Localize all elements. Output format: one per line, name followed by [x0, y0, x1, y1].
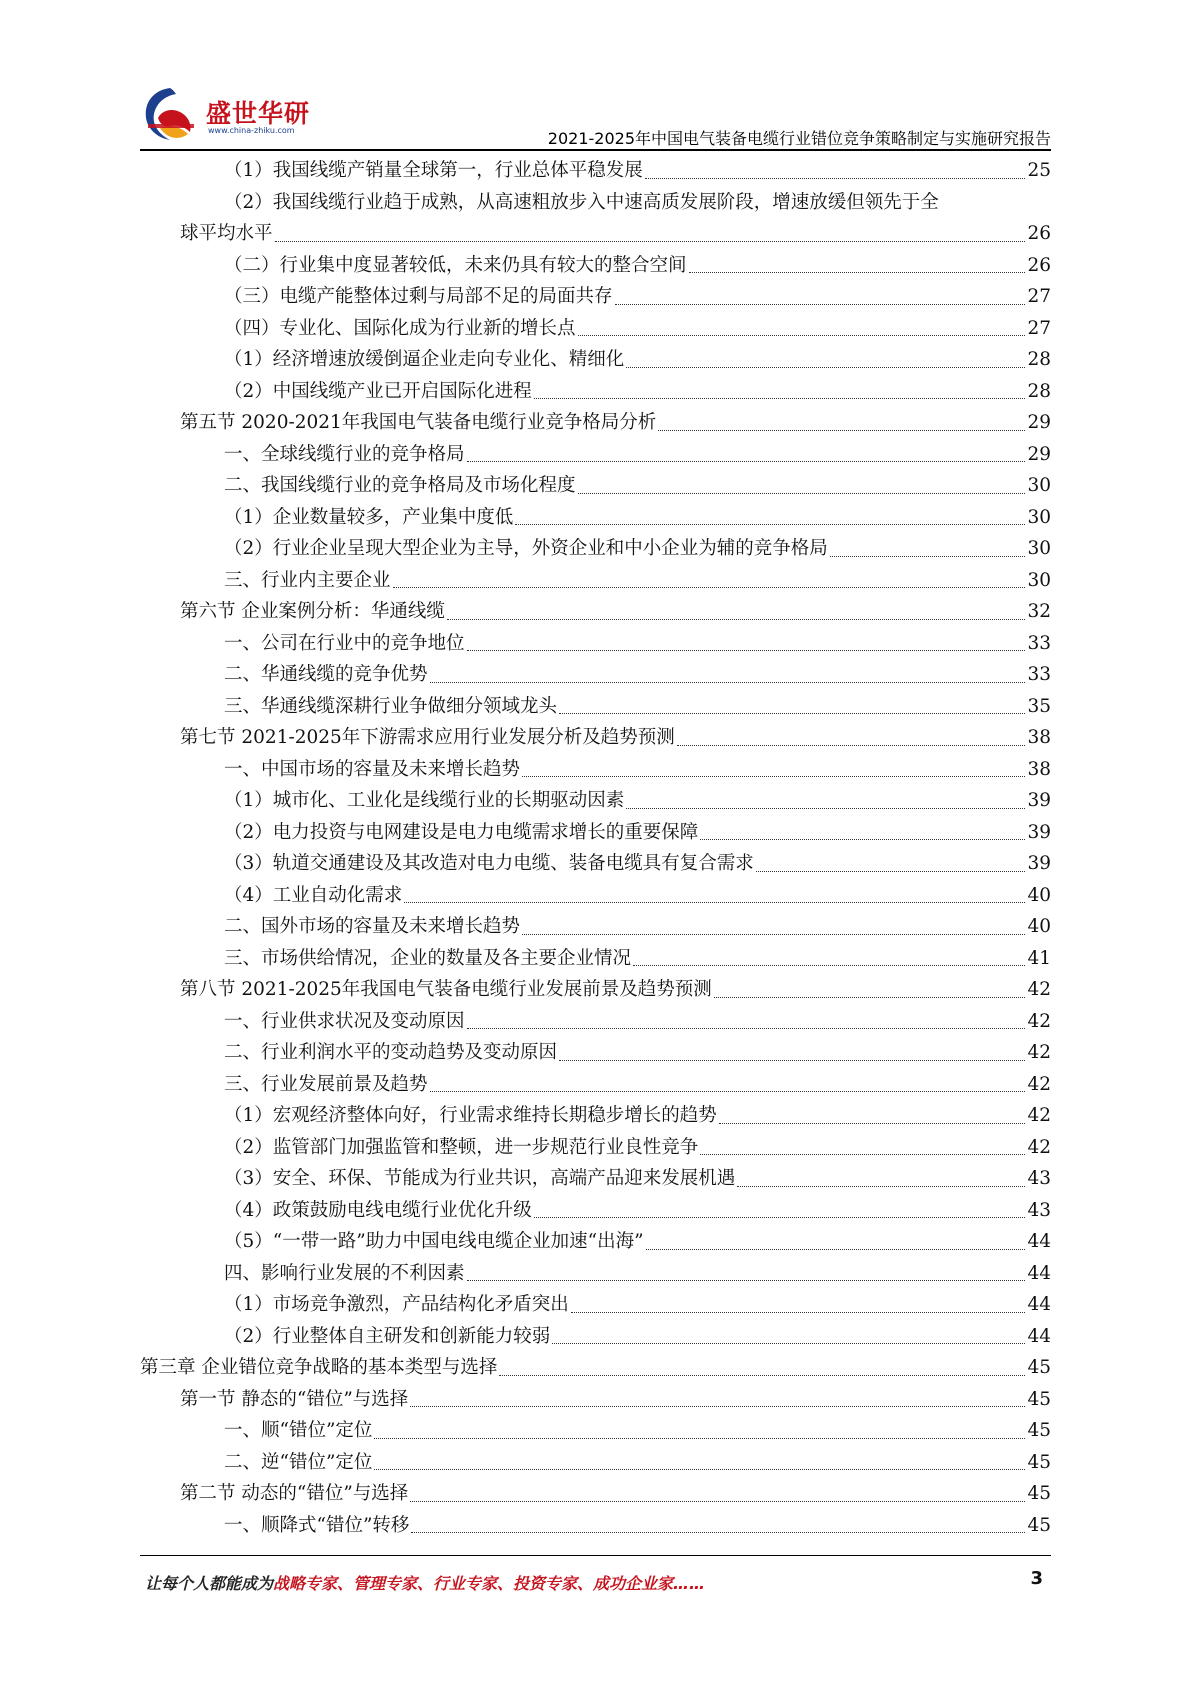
- toc-entry-line2: [180, 218, 1051, 250]
- toc-dot-leader: [559, 1060, 1025, 1061]
- toc-entry[interactable]: [140, 691, 1051, 723]
- toc-page-number: 26: [1027, 254, 1051, 276]
- toc-dot-leader: [578, 335, 1026, 336]
- toc-page-number: 42: [1027, 1010, 1051, 1032]
- toc-page-number: 30: [1027, 569, 1051, 591]
- toc-entry-label: （1）经济增速放缓倒逼企业走向专业化、精细化: [224, 349, 625, 370]
- toc-page-number: 42: [1027, 1136, 1051, 1158]
- toc-entry-label: 三、行业内主要企业: [224, 569, 391, 591]
- toc-dot-leader: [430, 682, 1026, 683]
- toc-dot-leader: [467, 1280, 1026, 1281]
- toc-page-number: 25: [1027, 160, 1051, 181]
- toc-page-number: 30: [1027, 475, 1051, 496]
- toc-page-number: 45: [1027, 1388, 1051, 1410]
- toc-page-number: 39: [1027, 821, 1051, 843]
- toc-entry[interactable]: [140, 344, 1051, 376]
- toc-dot-leader: [410, 1501, 1025, 1502]
- toc-page-number: 29: [1027, 443, 1051, 465]
- toc-entry[interactable]: [140, 376, 1051, 408]
- toc-entry-label: 一、公司在行业中的竞争地位: [224, 632, 465, 654]
- toc-dot-leader: [515, 524, 1025, 525]
- toc-page-number: 42: [1027, 1042, 1051, 1063]
- company-logo: [140, 84, 340, 154]
- toc-entry[interactable]: [140, 1258, 1051, 1290]
- toc-dot-leader: [658, 430, 1025, 431]
- toc-entry[interactable]: [140, 880, 1051, 912]
- toc-dot-leader: [830, 556, 1026, 557]
- toc-entry-label: （2）中国线缆产业已开启国际化进程: [224, 380, 532, 402]
- toc-entry[interactable]: [140, 785, 1051, 817]
- toc-entry[interactable]: [140, 313, 1051, 345]
- toc-entry[interactable]: [140, 1069, 1051, 1101]
- toc-page-number: 29: [1027, 412, 1051, 433]
- report-title: 2021-2025年中国电气装备电缆行业错位竞争策略制定与实施研究报告: [547, 129, 1051, 148]
- toc-entry[interactable]: [140, 1006, 1051, 1038]
- toc-dot-leader: [578, 493, 1026, 494]
- toc-dot-leader: [700, 1154, 1025, 1155]
- toc-page-number: 40: [1027, 916, 1051, 937]
- toc-page-number: 40: [1027, 884, 1051, 906]
- toc-page-number: 45: [1027, 1420, 1051, 1441]
- toc-page-number: 27: [1027, 286, 1051, 307]
- toc-page-number: 33: [1027, 664, 1051, 685]
- toc-page-number: 42: [1027, 1073, 1051, 1095]
- toc-entry-label: （4）政策鼓励电线电缆行业优化升级: [224, 1199, 532, 1221]
- toc-entry[interactable]: [140, 1163, 1051, 1195]
- toc-entry-label: （1）我国线缆产销量全球第一，行业总体平稳发展: [224, 160, 643, 181]
- footer-slogan-prefix: 让每个人都能成为: [145, 1574, 274, 1593]
- toc-dot-leader: [677, 745, 1026, 746]
- toc-dot-leader: [275, 241, 1026, 242]
- header-divider: [140, 149, 1051, 151]
- toc-entry-label: （1）市场竞争激烈，产品结构化矛盾突出: [224, 1294, 569, 1315]
- toc-entry[interactable]: [140, 502, 1051, 534]
- logo-url: www.china-zhiku.com: [208, 126, 295, 135]
- toc-entry-label: 三、行业发展前景及趋势: [224, 1073, 428, 1095]
- toc-entry-label: （2）监管部门加强监管和整顿，进一步规范行业良性竞争: [224, 1136, 699, 1158]
- toc-page-number: 43: [1027, 1199, 1051, 1221]
- toc-page-number: 43: [1027, 1168, 1051, 1189]
- toc-dot-leader: [522, 934, 1025, 935]
- toc-entry[interactable]: [140, 1132, 1051, 1164]
- toc-entry[interactable]: [140, 754, 1051, 786]
- toc-page-number: 28: [1027, 349, 1051, 370]
- toc-entry-label: 一、顺“错位”定位: [224, 1420, 373, 1441]
- toc-entry-label: （四）专业化、国际化成为行业新的增长点: [224, 317, 576, 339]
- toc-entry-label: 二、我国线缆行业的竞争格局及市场化程度: [224, 475, 576, 496]
- toc-dot-leader: [534, 1217, 1026, 1218]
- toc-page-number: 33: [1027, 632, 1051, 654]
- toc-entry-label: 二、国外市场的容量及未来增长趋势: [224, 916, 521, 937]
- toc-page-number: 35: [1027, 695, 1051, 717]
- toc-entry-label: 第七节 2021-2025年下游需求应用行业发展分析及趋势预测: [180, 727, 675, 748]
- toc-dot-leader: [633, 965, 1025, 966]
- table-of-contents: [140, 155, 1051, 1541]
- toc-entry[interactable]: [140, 1321, 1051, 1353]
- toc-dot-leader: [615, 304, 1026, 305]
- toc-entry-label: 一、行业供求状况及变动原因: [224, 1010, 465, 1032]
- toc-entry-label: 第八节 2021-2025年我国电气装备电缆行业发展前景及趋势预测: [180, 979, 712, 1000]
- page-header: [0, 0, 1191, 160]
- toc-dot-leader: [645, 178, 1026, 179]
- toc-dot-leader: [467, 1028, 1026, 1029]
- toc-entry[interactable]: [140, 1195, 1051, 1227]
- toc-entry-label: 二、华通线缆的竞争优势: [224, 664, 428, 685]
- toc-page-number: 42: [1027, 979, 1051, 1000]
- toc-entry[interactable]: [140, 565, 1051, 597]
- page-number: 3: [1030, 1568, 1043, 1589]
- footer-slogan-highlight: 战略专家、管理专家、行业专家、投资专家、成功企业家……: [273, 1574, 706, 1593]
- toc-entry[interactable]: [140, 911, 1051, 943]
- toc-entry[interactable]: [140, 817, 1051, 849]
- toc-entry-label: 三、市场供给情况，企业的数量及各主要企业情况: [224, 947, 632, 969]
- toc-dot-leader: [737, 1186, 1025, 1187]
- toc-page-number: 44: [1027, 1231, 1051, 1252]
- toc-page-number: 45: [1027, 1451, 1051, 1473]
- toc-entry-label: 四、影响行业发展的不利因素: [224, 1262, 465, 1284]
- toc-dot-leader: [756, 871, 1026, 872]
- toc-page-number: 39: [1027, 790, 1051, 811]
- toc-page-number: 44: [1027, 1325, 1051, 1347]
- toc-dot-leader: [374, 1469, 1025, 1470]
- toc-entry-label: （三）电缆产能整体过剩与局部不足的局面共存: [224, 286, 613, 307]
- toc-dot-leader: [534, 398, 1026, 399]
- toc-entry-label: 第三章 企业错位竞争战略的基本类型与选择: [140, 1357, 498, 1378]
- toc-entry[interactable]: [140, 250, 1051, 282]
- toc-entry[interactable]: [140, 596, 1051, 628]
- toc-page-number: 41: [1027, 947, 1051, 969]
- toc-entry-label: 二、行业利润水平的变动趋势及变动原因: [224, 1042, 558, 1063]
- toc-page-number: 32: [1027, 601, 1051, 622]
- toc-entry-label: （1）城市化、工业化是线缆行业的长期驱动因素: [224, 790, 625, 811]
- toc-entry-label: 球平均水平: [180, 223, 273, 244]
- toc-dot-leader: [430, 1091, 1026, 1092]
- toc-dot-leader: [552, 1343, 1025, 1344]
- toc-entry[interactable]: [140, 533, 1051, 565]
- toc-dot-leader: [626, 808, 1025, 809]
- toc-entry-label: （2）电力投资与电网建设是电力电缆需求增长的重要保障: [224, 821, 699, 843]
- toc-entry[interactable]: [140, 628, 1051, 660]
- toc-entry[interactable]: [140, 659, 1051, 691]
- toc-page-number: 38: [1027, 727, 1051, 748]
- toc-entry[interactable]: [140, 1478, 1051, 1510]
- toc-page-number: 26: [1027, 223, 1051, 244]
- toc-entry[interactable]: [140, 974, 1051, 1006]
- toc-dot-leader: [393, 587, 1026, 588]
- toc-dot-leader: [522, 776, 1025, 777]
- toc-entry[interactable]: [140, 1100, 1051, 1132]
- toc-dot-leader: [447, 619, 1026, 620]
- toc-dot-leader: [700, 839, 1025, 840]
- toc-dot-leader: [626, 367, 1025, 368]
- toc-entry-label: 第二节 动态的“错位”与选择: [180, 1483, 409, 1504]
- toc-page-number: 30: [1027, 506, 1051, 528]
- toc-entry[interactable]: [140, 155, 1051, 187]
- toc-entry[interactable]: [140, 1415, 1051, 1447]
- toc-entry-label: （2）行业企业呈现大型企业为主导，外资企业和中小企业为辅的竞争格局: [224, 538, 828, 559]
- toc-entry-label: 三、华通线缆深耕行业争做细分领域龙头: [224, 695, 558, 717]
- toc-entry-label: （5）“一带一路”助力中国电线电缆企业加速“出海”: [224, 1231, 644, 1252]
- toc-dot-leader: [719, 1123, 1026, 1124]
- footer-slogan: [145, 1571, 705, 1594]
- toc-page-number: 39: [1027, 853, 1051, 874]
- toc-entry-label: 一、中国市场的容量及未来增长趋势: [224, 758, 521, 780]
- toc-page-number: 44: [1027, 1294, 1051, 1315]
- toc-entry[interactable]: [140, 1384, 1051, 1416]
- toc-entry-label: （3）安全、环保、节能成为行业共识，高端产品迎来发展机遇: [224, 1168, 736, 1189]
- logo-text: 盛世华研: [206, 99, 311, 128]
- toc-dot-leader: [559, 713, 1025, 714]
- toc-page-number: 44: [1027, 1262, 1051, 1284]
- toc-entry-label: 一、全球线缆行业的竞争格局: [224, 443, 465, 465]
- toc-dot-leader: [689, 272, 1026, 273]
- toc-dot-leader: [571, 1312, 1026, 1313]
- toc-page-number: 45: [1027, 1514, 1051, 1536]
- logo-mark-icon: [140, 84, 202, 146]
- toc-dot-leader: [411, 1532, 1025, 1533]
- toc-entry-label: 第一节 静态的“错位”与选择: [180, 1388, 409, 1410]
- toc-entry[interactable]: [140, 1226, 1051, 1258]
- toc-dot-leader: [374, 1438, 1025, 1439]
- toc-entry-label: 第五节 2020-2021年我国电气装备电缆行业竞争格局分析: [180, 412, 657, 433]
- toc-page-number: 42: [1027, 1105, 1051, 1126]
- toc-entry[interactable]: [140, 943, 1051, 975]
- toc-entry[interactable]: [140, 1510, 1051, 1542]
- toc-entry[interactable]: [140, 281, 1051, 313]
- toc-entry-label-line1: （2）我国线缆行业趋于成熟，从高速粗放步入中速高质发展阶段，增速放缓但领先于全: [224, 191, 939, 213]
- toc-entry-label: （4）工业自动化需求: [224, 884, 403, 906]
- toc-entry-label: 二、逆“错位”定位: [224, 1451, 373, 1473]
- toc-entry-label: （1）企业数量较多，产业集中度低: [224, 506, 514, 528]
- toc-dot-leader: [467, 461, 1026, 462]
- toc-entry[interactable]: [140, 439, 1051, 471]
- toc-entry[interactable]: [140, 1037, 1051, 1069]
- toc-entry-label: 一、顺降式“错位”转移: [224, 1514, 410, 1536]
- toc-page-number: 28: [1027, 380, 1051, 402]
- toc-entry[interactable]: [140, 848, 1051, 880]
- toc-dot-leader: [467, 650, 1026, 651]
- toc-dot-leader: [714, 997, 1026, 998]
- toc-entry-label: （2）行业整体自主研发和创新能力较弱: [224, 1325, 551, 1347]
- toc-entry-label: （二）行业集中度显著较低，未来仍具有较大的整合空间: [224, 254, 687, 276]
- toc-dot-leader: [646, 1249, 1026, 1250]
- toc-page-number: 38: [1027, 758, 1051, 780]
- toc-entry[interactable]: [140, 1352, 1051, 1384]
- toc-entry[interactable]: [140, 1447, 1051, 1479]
- toc-entry-label: 第六节 企业案例分析：华通线缆: [180, 601, 445, 622]
- toc-dot-leader: [499, 1375, 1025, 1376]
- toc-entry[interactable]: [140, 187, 1051, 250]
- toc-entry-label: （3）轨道交通建设及其改造对电力电缆、装备电缆具有复合需求: [224, 853, 754, 874]
- toc-entry[interactable]: [140, 722, 1051, 754]
- toc-page-number: 27: [1027, 317, 1051, 339]
- toc-entry-label: （1）宏观经济整体向好，行业需求维持长期稳步增长的趋势: [224, 1105, 717, 1126]
- toc-dot-leader: [404, 902, 1025, 903]
- footer-divider: [140, 1555, 1051, 1556]
- toc-page-number: 45: [1027, 1483, 1051, 1504]
- toc-entry[interactable]: [140, 1289, 1051, 1321]
- toc-dot-leader: [410, 1406, 1025, 1407]
- toc-entry[interactable]: [140, 407, 1051, 439]
- toc-entry[interactable]: [140, 470, 1051, 502]
- toc-page-number: 30: [1027, 538, 1051, 559]
- toc-page-number: 45: [1027, 1357, 1051, 1378]
